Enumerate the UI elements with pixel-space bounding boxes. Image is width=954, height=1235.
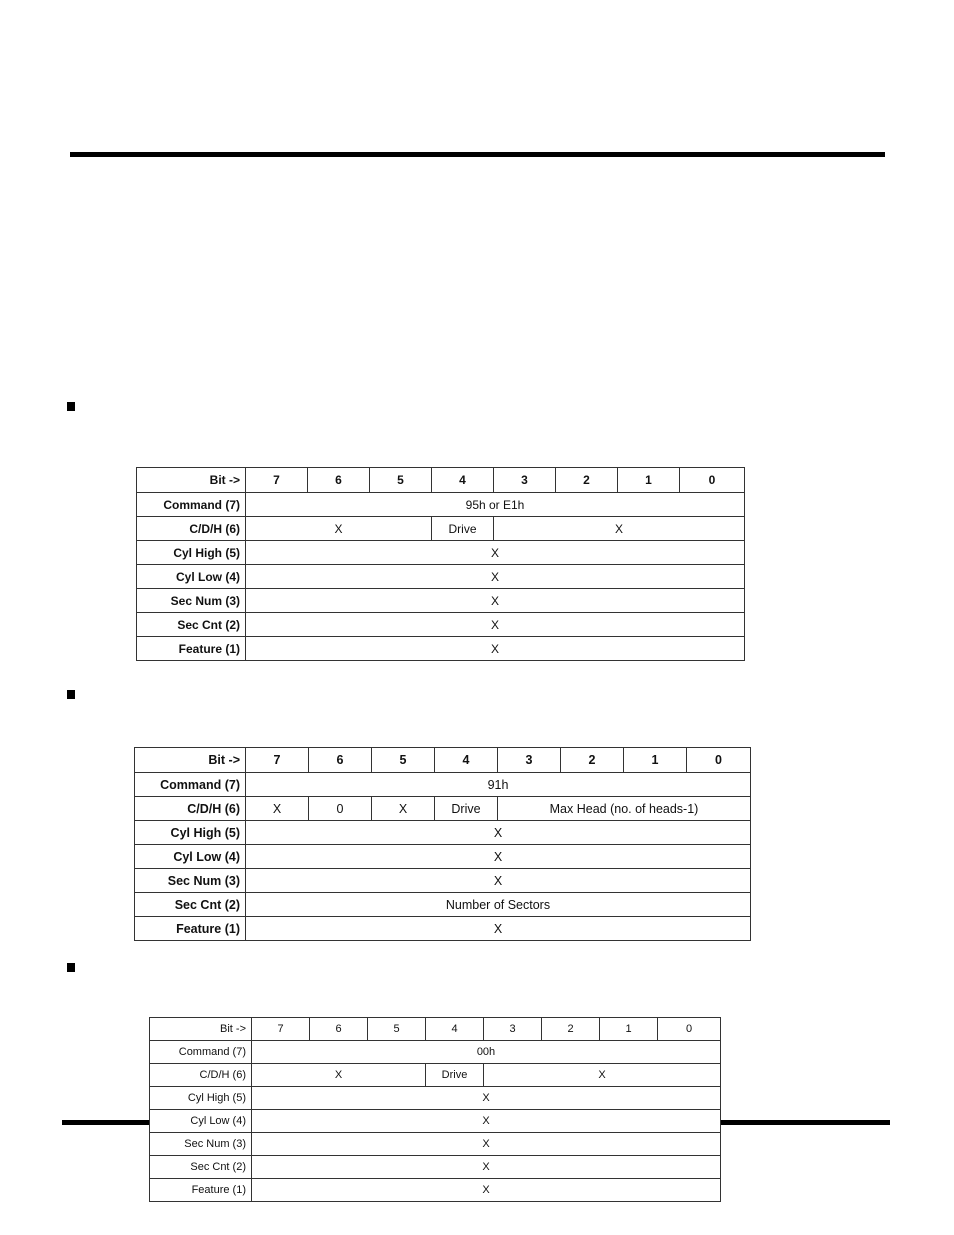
table-row: [150, 1133, 721, 1156]
cell-value: 91h: [246, 773, 751, 797]
table-row: [150, 1156, 721, 1179]
bit-0: 0: [658, 1018, 721, 1041]
row-label: Feature (1): [137, 637, 246, 661]
cell-value: 00h: [252, 1041, 721, 1064]
cell-value: Drive: [435, 797, 498, 821]
bit-7: 7: [246, 748, 309, 773]
row-label: Sec Num (3): [150, 1133, 252, 1156]
cell-value: X: [246, 637, 745, 661]
bit-1: 1: [624, 748, 687, 773]
table-row: [150, 1179, 721, 1202]
register-table-2: [134, 747, 751, 941]
bit-7: 7: [252, 1018, 310, 1041]
table-row: [137, 541, 745, 565]
bit-6: 6: [310, 1018, 368, 1041]
cell-value: X: [252, 1110, 721, 1133]
cell-value: Number of Sectors: [246, 893, 751, 917]
row-label: Cyl High (5): [150, 1087, 252, 1110]
cell-value: X: [252, 1087, 721, 1110]
header-rule: [70, 152, 885, 157]
bit-6: 6: [308, 468, 370, 493]
bit-label: Bit ->: [150, 1018, 252, 1041]
footer-rule-left: [62, 1120, 152, 1125]
table-row: [135, 893, 751, 917]
table-row: [135, 845, 751, 869]
row-label: C/D/H (6): [150, 1064, 252, 1087]
cell-value: 0: [309, 797, 372, 821]
bit-3: 3: [494, 468, 556, 493]
cell-value: X: [252, 1179, 721, 1202]
cell-value: X: [252, 1156, 721, 1179]
bit-5: 5: [368, 1018, 426, 1041]
row-label: Sec Cnt (2): [150, 1156, 252, 1179]
cell-value: 95h or E1h: [246, 493, 745, 517]
register-table-3: [149, 1017, 721, 1202]
row-label: Cyl High (5): [135, 821, 246, 845]
bit-3: 3: [498, 748, 561, 773]
bit-0: 0: [687, 748, 751, 773]
table-row: [150, 1064, 721, 1087]
cell-value: X: [246, 565, 745, 589]
bit-header-row: [137, 468, 745, 493]
table-row: [137, 493, 745, 517]
row-label: Cyl Low (4): [135, 845, 246, 869]
bit-4: 4: [435, 748, 498, 773]
bit-5: 5: [370, 468, 432, 493]
row-label: Sec Num (3): [137, 589, 246, 613]
row-label: Cyl Low (4): [150, 1110, 252, 1133]
cell-value: X: [246, 821, 751, 845]
row-label: C/D/H (6): [135, 797, 246, 821]
bit-6: 6: [309, 748, 372, 773]
table-row: [137, 517, 745, 541]
table-row: [135, 917, 751, 941]
cell-value: X: [246, 589, 745, 613]
cell-value: X: [484, 1064, 721, 1087]
cell-value: Drive: [426, 1064, 484, 1087]
bit-4: 4: [432, 468, 494, 493]
bit-2: 2: [556, 468, 618, 493]
table-row: [137, 565, 745, 589]
row-label: Feature (1): [135, 917, 246, 941]
bullet-icon: [67, 963, 75, 972]
table-row: [150, 1110, 721, 1133]
row-label: C/D/H (6): [137, 517, 246, 541]
bit-label: Bit ->: [137, 468, 246, 493]
cell-value: X: [494, 517, 745, 541]
register-table-1: [136, 467, 745, 661]
bit-0: 0: [680, 468, 745, 493]
cell-value: X: [246, 845, 751, 869]
bit-header-row: [150, 1018, 721, 1041]
row-label: Command (7): [137, 493, 246, 517]
table-row: [137, 637, 745, 661]
table-row: [135, 773, 751, 797]
cell-value: X: [246, 917, 751, 941]
bit-5: 5: [372, 748, 435, 773]
cell-value: Max Head (no. of heads-1): [498, 797, 751, 821]
table-row: [137, 613, 745, 637]
row-label: Sec Cnt (2): [135, 893, 246, 917]
table-row: [135, 797, 751, 821]
bit-header-row: [135, 748, 751, 773]
row-label: Sec Num (3): [135, 869, 246, 893]
cell-value: X: [372, 797, 435, 821]
bullet-icon: [67, 402, 75, 411]
row-label: Command (7): [150, 1041, 252, 1064]
cell-value: X: [246, 869, 751, 893]
bit-7: 7: [246, 468, 308, 493]
row-label: Command (7): [135, 773, 246, 797]
bit-1: 1: [600, 1018, 658, 1041]
table-row: [135, 821, 751, 845]
row-label: Cyl Low (4): [137, 565, 246, 589]
bullet-icon: [67, 690, 75, 699]
bit-1: 1: [618, 468, 680, 493]
bit-4: 4: [426, 1018, 484, 1041]
row-label: Feature (1): [150, 1179, 252, 1202]
bit-2: 2: [542, 1018, 600, 1041]
row-label: Cyl High (5): [137, 541, 246, 565]
cell-value: X: [252, 1133, 721, 1156]
table-row: [150, 1087, 721, 1110]
footer-rule-right: [718, 1120, 890, 1125]
bit-2: 2: [561, 748, 624, 773]
bit-label: Bit ->: [135, 748, 246, 773]
table-row: [150, 1041, 721, 1064]
cell-value: X: [246, 541, 745, 565]
cell-value: Drive: [432, 517, 494, 541]
bit-3: 3: [484, 1018, 542, 1041]
cell-value: X: [246, 613, 745, 637]
cell-value: X: [246, 797, 309, 821]
cell-value: X: [252, 1064, 426, 1087]
table-row: [137, 589, 745, 613]
row-label: Sec Cnt (2): [137, 613, 246, 637]
cell-value: X: [246, 517, 432, 541]
table-row: [135, 869, 751, 893]
